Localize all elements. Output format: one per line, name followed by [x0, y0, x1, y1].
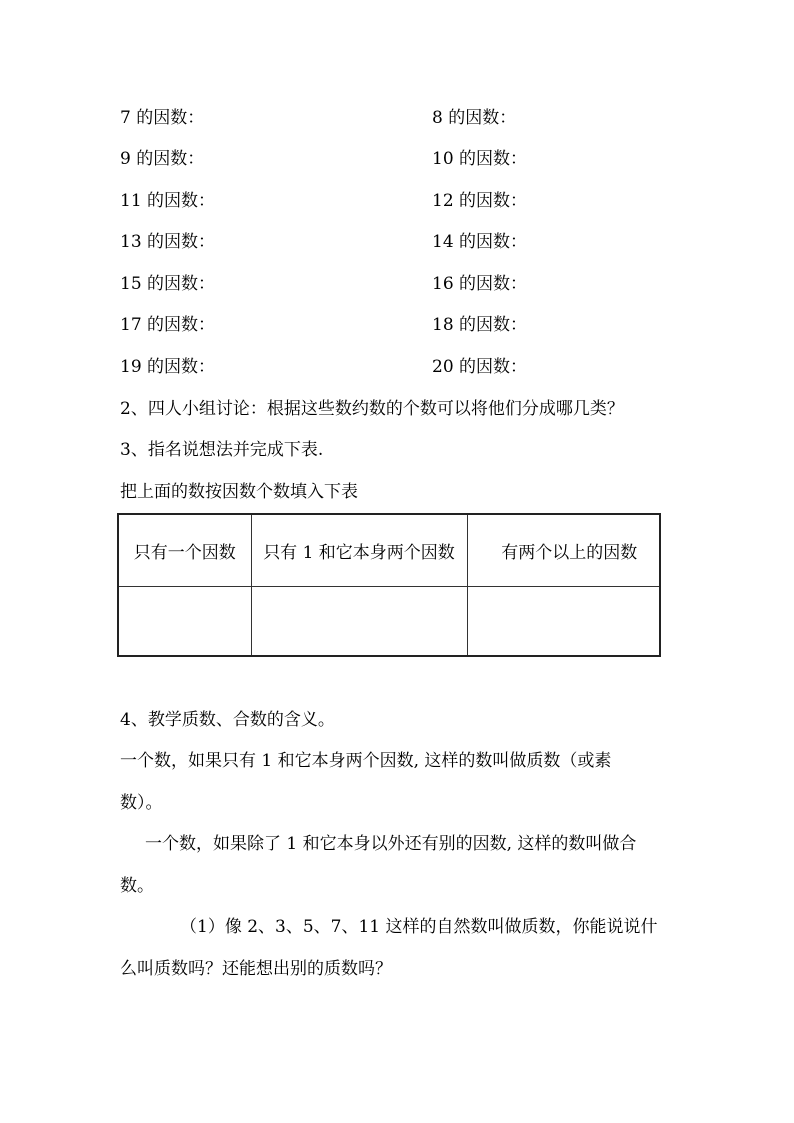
factor-label: 17 的因数：	[120, 315, 216, 335]
factor-row	[0, 272, 794, 296]
composite-definition-line-2: 数。	[120, 876, 154, 896]
factor-row	[0, 355, 794, 379]
factor-label: 19 的因数：	[120, 357, 216, 377]
factor-label: 9 的因数：	[120, 149, 205, 169]
factor-row	[0, 106, 794, 130]
factor-label: 8 的因数：	[432, 108, 517, 128]
step-2-text: 2、四人小组讨论：根据这些数约数的个数可以将他们分成哪几类？	[120, 399, 624, 419]
table-cell-one-factor[interactable]	[118, 587, 251, 657]
table-caption: 把上面的数按因数个数填入下表	[120, 482, 358, 502]
table-cell-two-factors[interactable]	[251, 587, 467, 657]
classification-table	[117, 513, 661, 657]
prime-definition-line-2: 数）。	[120, 793, 163, 813]
composite-definition-line-1: 一个数，如果除了 1 和它本身以外还有别的因数, 这样的数叫做合	[145, 834, 637, 854]
step-4-text: 4、教学质数、合数的含义。	[120, 710, 335, 730]
factor-row	[0, 313, 794, 337]
factor-label: 11 的因数：	[120, 191, 216, 211]
factor-label: 14 的因数：	[432, 232, 528, 252]
step-3-text: 3、指名说想法并完成下表.	[120, 440, 324, 460]
factor-label: 18 的因数：	[432, 315, 528, 335]
table-cell-more-factors[interactable]	[467, 587, 660, 657]
factor-label: 7 的因数：	[120, 108, 205, 128]
factor-label: 10 的因数：	[432, 149, 528, 169]
factor-label: 15 的因数：	[120, 274, 216, 294]
factor-label: 12 的因数：	[432, 191, 528, 211]
table-row	[118, 587, 660, 657]
question-1-line-2: 么叫质数吗？还能想出别的质数吗？	[120, 959, 392, 979]
prime-definition-line-1: 一个数，如果只有 1 和它本身两个因数, 这样的数叫做质数（或素	[120, 751, 612, 771]
table-header-row	[118, 514, 660, 587]
question-1-line-1: （1）像 2、3、5、7、11 这样的自然数叫做质数，你能说说什	[180, 917, 658, 937]
factor-label: 13 的因数：	[120, 232, 216, 252]
factor-row	[0, 230, 794, 254]
table-header-one-factor: 只有一个因数	[118, 514, 251, 587]
table-header-more-factors: 有两个以上的因数	[467, 514, 660, 587]
table-header-two-factors: 只有 1 和它本身两个因数	[251, 514, 467, 587]
factor-label: 16 的因数：	[432, 274, 528, 294]
factor-label: 20 的因数：	[432, 357, 528, 377]
factor-row	[0, 189, 794, 213]
factor-row	[0, 147, 794, 171]
